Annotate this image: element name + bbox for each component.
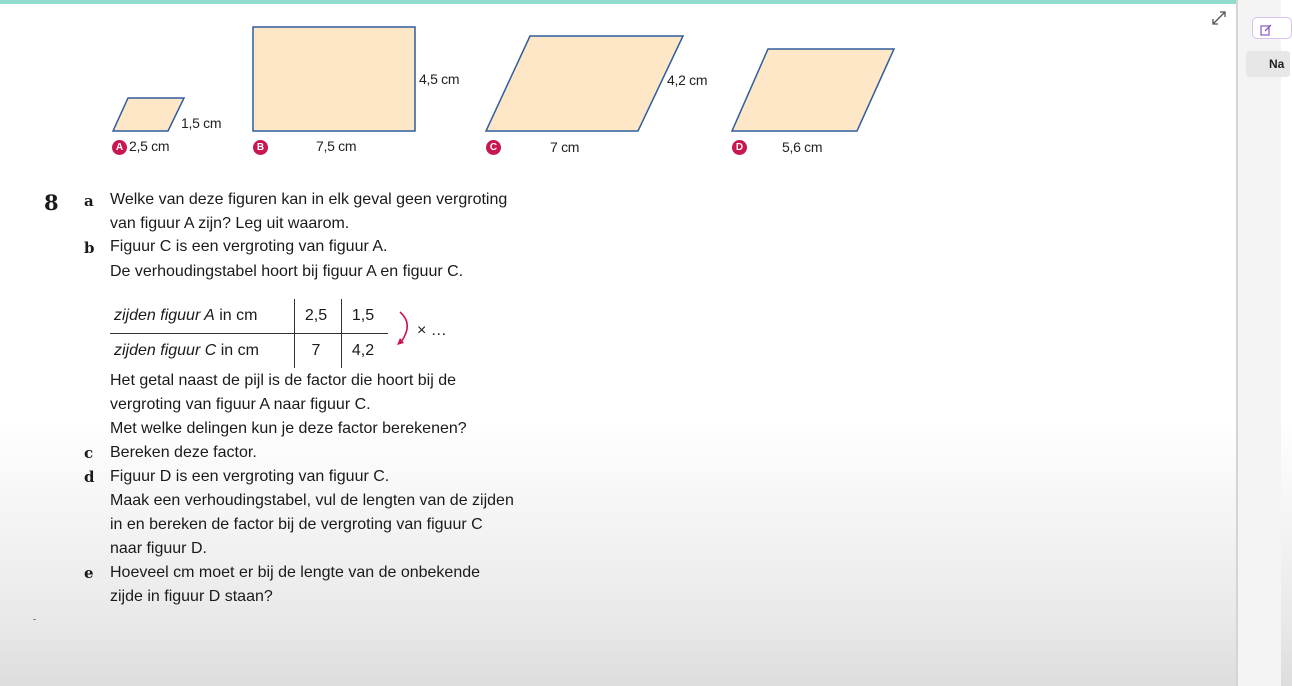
figure-d-badge: D [732,140,747,155]
figure-d-base-label: 5,6 cm [782,139,823,155]
part-b-line-1: Figuur C is een vergroting van figuur A. [110,238,388,255]
figure-b-shape [253,27,415,131]
ratio-row-a-header: zijden figuur A in cm [110,299,295,334]
part-a-letter: a [84,192,94,210]
part-d-line-1: Figuur D is een vergroting van figuur C. [110,468,390,485]
part-b-letter: b [84,239,95,257]
ratio-cell: 1,5 [342,299,389,334]
part-e-letter: e [84,564,94,582]
ratio-table [110,299,388,368]
expand-icon[interactable] [1211,10,1227,26]
na-button[interactable]: Na [1246,51,1290,77]
part-e-line-2: zijde in figuur D staan? [110,588,273,605]
factor-label: × … [417,322,447,339]
right-side-panel [1236,0,1285,686]
figure-a-shape [113,98,184,131]
ratio-cell: 7 [295,334,342,369]
part-c-letter: c [84,444,94,462]
part-e-line-1: Hoeveel cm moet er bij de lengte van de onbekende [110,564,481,581]
scan-speck [33,619,36,620]
figure-b-base-label: 7,5 cm [316,138,357,154]
figure-a-side-label: 1,5 cm [181,115,222,131]
part-b-after-line-3: Met welke delingen kun je deze factor berekenen? [110,420,467,437]
edit-icon [1260,24,1272,36]
figure-c-base-label: 7 cm [550,139,580,155]
ratio-row-c-header: zijden figuur C in cm [114,342,259,359]
part-b-line-2: De verhoudingstabel hoort bij figuur A en figuur C. [110,263,464,280]
factor-arrow-icon [396,310,416,350]
edit-button[interactable] [1252,17,1292,39]
worksheet-page [0,4,1236,686]
ratio-row-c [110,334,388,369]
part-d-letter: d [84,468,95,486]
figure-c-badge: C [486,140,501,155]
part-d-line-2: Maak een verhoudingstabel, vul de lengten van de zijden [110,492,514,509]
part-d-line-4: naar figuur D. [110,540,207,557]
figure-a-badge: A [112,140,127,155]
part-b-after-line-2: vergroting van figuur A naar figuur C. [110,396,371,413]
question-number: 8 [44,190,59,215]
ratio-row-a [110,299,388,334]
ratio-cell: 2,5 [295,299,342,334]
ratio-cell: 4,2 [342,334,389,369]
figure-c-side-label: 4,2 cm [667,72,708,88]
figure-d-shape [732,49,894,131]
part-d-line-3: in en bereken de factor bij de vergroting van figuur C [110,516,483,533]
figure-c-shape [486,36,683,131]
part-b-after-line-1: Het getal naast de pijl is de factor die hoort bij de [110,372,456,389]
figure-b-badge: B [253,140,268,155]
part-a-line-1: Welke van deze figuren kan in elk geval geen vergroting [110,191,508,208]
part-a-line-2: van figuur A zijn? Leg uit waarom. [110,215,350,232]
figure-a-base-label: 2,5 cm [129,138,170,154]
figure-b-side-label: 4,5 cm [419,71,460,87]
part-c-line-1: Bereken deze factor. [110,444,257,461]
